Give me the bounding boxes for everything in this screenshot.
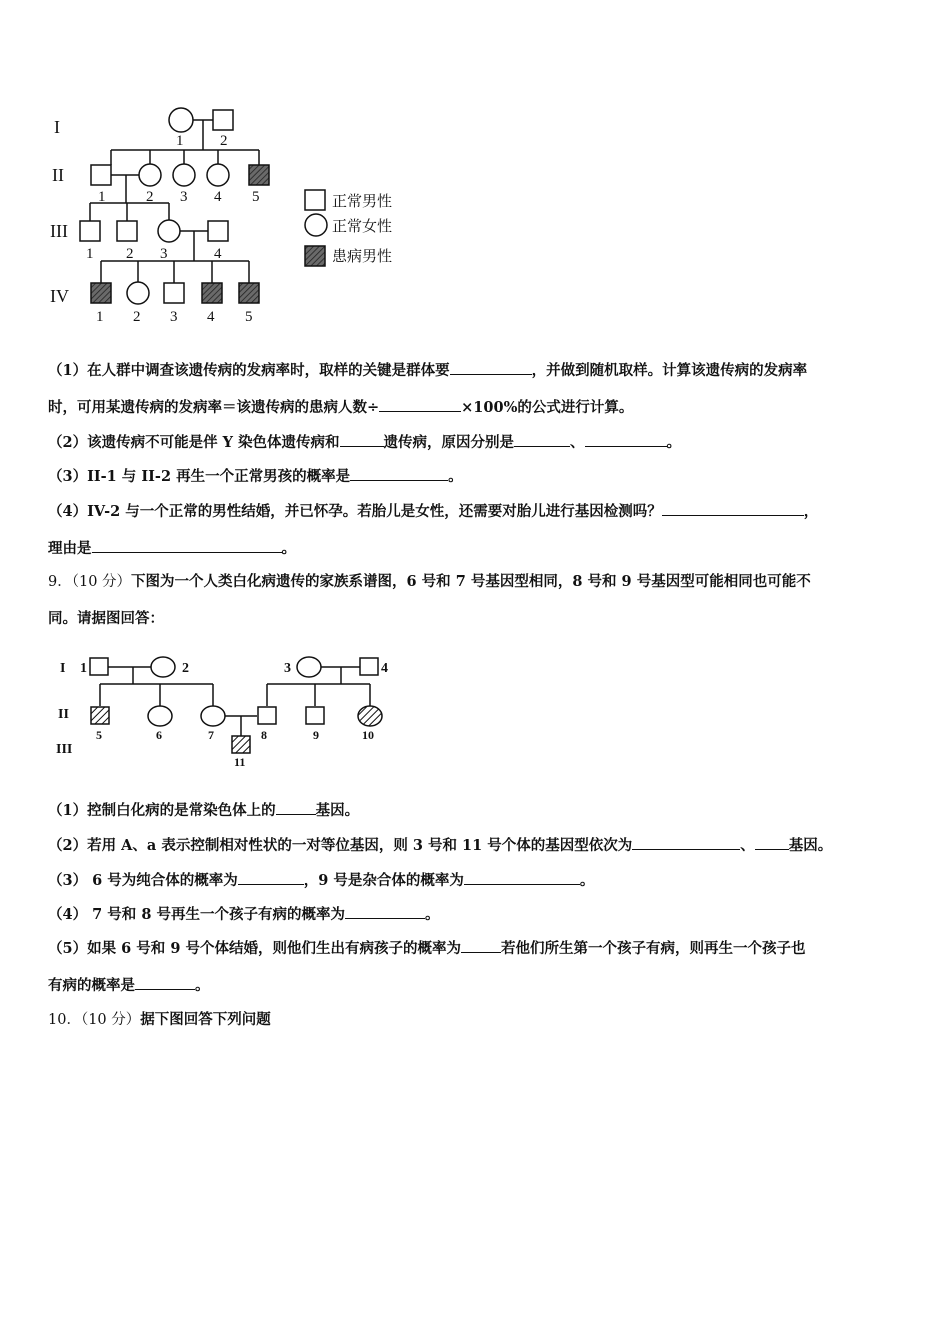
q9-part2: （2）若用 A、a 表示控制相对性状的一对等位基因，则 3 号和 11 号个体的基因型依次为 、 基因。 xyxy=(48,837,833,854)
q8-part1-line2: 时，可用某遗传病的发病率＝该遗传病的患病人数÷ ×100%的公式进行计算。 xyxy=(48,399,634,416)
individual-number: 9 xyxy=(313,728,319,742)
q8-part4-line1: （4）IV-2 与一个正常的男性结婚，并已怀孕。若胎儿是女性，还需要对胎儿进行基因检测吗？ ， xyxy=(48,503,819,520)
question-number: 9．（10 分） xyxy=(48,574,132,590)
answer-blank[interactable] xyxy=(585,432,667,447)
individual-number: 1 xyxy=(96,309,104,325)
affected-male-symbol xyxy=(91,283,111,303)
generation-label: III xyxy=(50,221,68,241)
individual-number: 10 xyxy=(362,728,374,742)
answer-blank[interactable] xyxy=(340,432,384,447)
individual-number: 11 xyxy=(234,755,246,769)
normal-female-symbol xyxy=(173,164,195,186)
normal-female-symbol xyxy=(139,164,161,186)
normal-male-symbol xyxy=(213,110,233,130)
individual-number: 3 xyxy=(284,661,291,676)
normal-male-symbol xyxy=(306,707,324,724)
generation-label: II xyxy=(58,707,69,722)
individual-number: 2 xyxy=(126,246,134,262)
answer-blank[interactable] xyxy=(755,835,789,850)
individual-number: 3 xyxy=(170,309,178,325)
individual-number: 4 xyxy=(214,246,222,262)
normal-female-symbol xyxy=(127,282,149,304)
generation-label: III xyxy=(56,742,73,757)
normal-male-symbol xyxy=(164,283,184,303)
q9-part3: （3） 6 号为纯合体的概率为 ，9 号是杂合体的概率为 。 xyxy=(48,872,595,889)
individual-number: 8 xyxy=(261,728,267,742)
normal-male-symbol xyxy=(80,221,100,241)
normal-female-symbol xyxy=(158,220,180,242)
answer-blank[interactable] xyxy=(276,800,316,815)
question-number: 10．（10 分） xyxy=(48,1012,141,1028)
affected-male-symbol xyxy=(239,283,259,303)
answer-blank[interactable] xyxy=(345,904,425,919)
affected-male-symbol xyxy=(202,283,222,303)
individual-number: 6 xyxy=(156,728,162,742)
individual-number: 5 xyxy=(252,189,260,205)
normal-male-symbol xyxy=(91,165,111,185)
answer-blank[interactable] xyxy=(514,432,570,447)
q9-intro-line1: 9．（10 分）下图为一个人类白化病遗传的家族系谱图，6 号和 7 号基因型相同，8 号和 9 号基因型可能相同也可能不 xyxy=(48,573,811,590)
normal-female-symbol xyxy=(201,706,225,726)
individual-number: 1 xyxy=(98,189,106,205)
answer-blank[interactable] xyxy=(632,835,740,850)
individual-number: 2 xyxy=(146,189,154,205)
generation-label: IV xyxy=(50,286,69,306)
individual-number: 5 xyxy=(96,728,102,742)
legend-normal-male-symbol xyxy=(305,190,325,210)
answer-blank[interactable] xyxy=(92,538,282,553)
q9-part4: （4） 7 号和 8 号再生一个孩子有病的概率为 。 xyxy=(48,906,440,923)
individual-number: 2 xyxy=(182,661,189,676)
q9-part5-line1: （5）如果 6 号和 9 号个体结婚，则他们生出有病孩子的概率为 若他们所生第一个孩子有病，则再生一个孩子也 xyxy=(48,940,806,957)
q8-part3: （3）II-1 与 II-2 再生一个正常男孩的概率是 。 xyxy=(48,468,463,485)
individual-number: 2 xyxy=(220,133,228,149)
individual-number: 5 xyxy=(245,309,253,325)
q8-part4-line2: 理由是 。 xyxy=(48,540,296,557)
legend-affected-male-label: 患病男性 xyxy=(332,249,393,265)
pedigree-figure-1 xyxy=(40,95,420,335)
normal-male-symbol xyxy=(117,221,137,241)
affected-male-symbol xyxy=(91,707,109,724)
affected-male-symbol xyxy=(249,165,269,185)
answer-blank[interactable] xyxy=(662,501,804,516)
generation-label: I xyxy=(54,117,60,137)
individual-number: 4 xyxy=(207,309,215,325)
individual-number: 4 xyxy=(381,661,388,676)
individual-number: 1 xyxy=(176,133,184,149)
individual-number: 3 xyxy=(180,189,188,205)
legend-normal-female-label: 正常女性 xyxy=(332,219,393,235)
answer-blank[interactable] xyxy=(135,975,195,990)
normal-female-symbol xyxy=(297,657,321,677)
q8-part1-line1: （1）在人群中调查该遗传病的发病率时，取样的关键是群体要 ，并做到随机取样。计算该遗传病的发病率 xyxy=(48,362,808,379)
answer-blank[interactable] xyxy=(379,397,461,412)
answer-blank[interactable] xyxy=(238,870,304,885)
pedigree-figure-2 xyxy=(48,650,408,770)
individual-number: 1 xyxy=(80,661,87,676)
individual-number: 2 xyxy=(133,309,141,325)
q10-intro: 10．（10 分）据下图回答下列问题 xyxy=(48,1011,271,1028)
answer-blank[interactable] xyxy=(450,360,532,375)
answer-blank[interactable] xyxy=(350,466,448,481)
normal-male-symbol xyxy=(90,658,108,675)
legend-normal-female-symbol xyxy=(305,214,327,236)
q9-intro-line2: 同。请据图回答： xyxy=(48,610,164,627)
legend-affected-male-symbol xyxy=(305,246,325,266)
normal-male-symbol xyxy=(258,707,276,724)
generation-label: I xyxy=(60,661,66,676)
normal-female-symbol xyxy=(151,657,175,677)
normal-female-symbol xyxy=(148,706,172,726)
normal-female-symbol xyxy=(169,108,193,132)
legend-normal-male-label: 正常男性 xyxy=(332,194,393,210)
answer-blank[interactable] xyxy=(464,870,580,885)
individual-number: 1 xyxy=(86,246,94,262)
normal-male-symbol xyxy=(360,658,378,675)
normal-male-symbol xyxy=(208,221,228,241)
normal-female-symbol xyxy=(207,164,229,186)
answer-blank[interactable] xyxy=(461,938,501,953)
individual-number: 4 xyxy=(214,189,222,205)
individual-number: 7 xyxy=(208,728,214,742)
q9-part5-line2: 有病的概率是 。 xyxy=(48,977,210,994)
affected-male-symbol xyxy=(232,736,250,753)
affected-female-symbol xyxy=(358,706,382,726)
individual-number: 3 xyxy=(160,246,168,262)
q8-part2: （2）该遗传病不可能是伴 Y 染色体遗传病和 遗传病，原因分别是 、 。 xyxy=(48,434,682,451)
generation-label: II xyxy=(52,165,64,185)
q9-part1: （1）控制白化病的是常染色体上的 基因。 xyxy=(48,802,360,819)
